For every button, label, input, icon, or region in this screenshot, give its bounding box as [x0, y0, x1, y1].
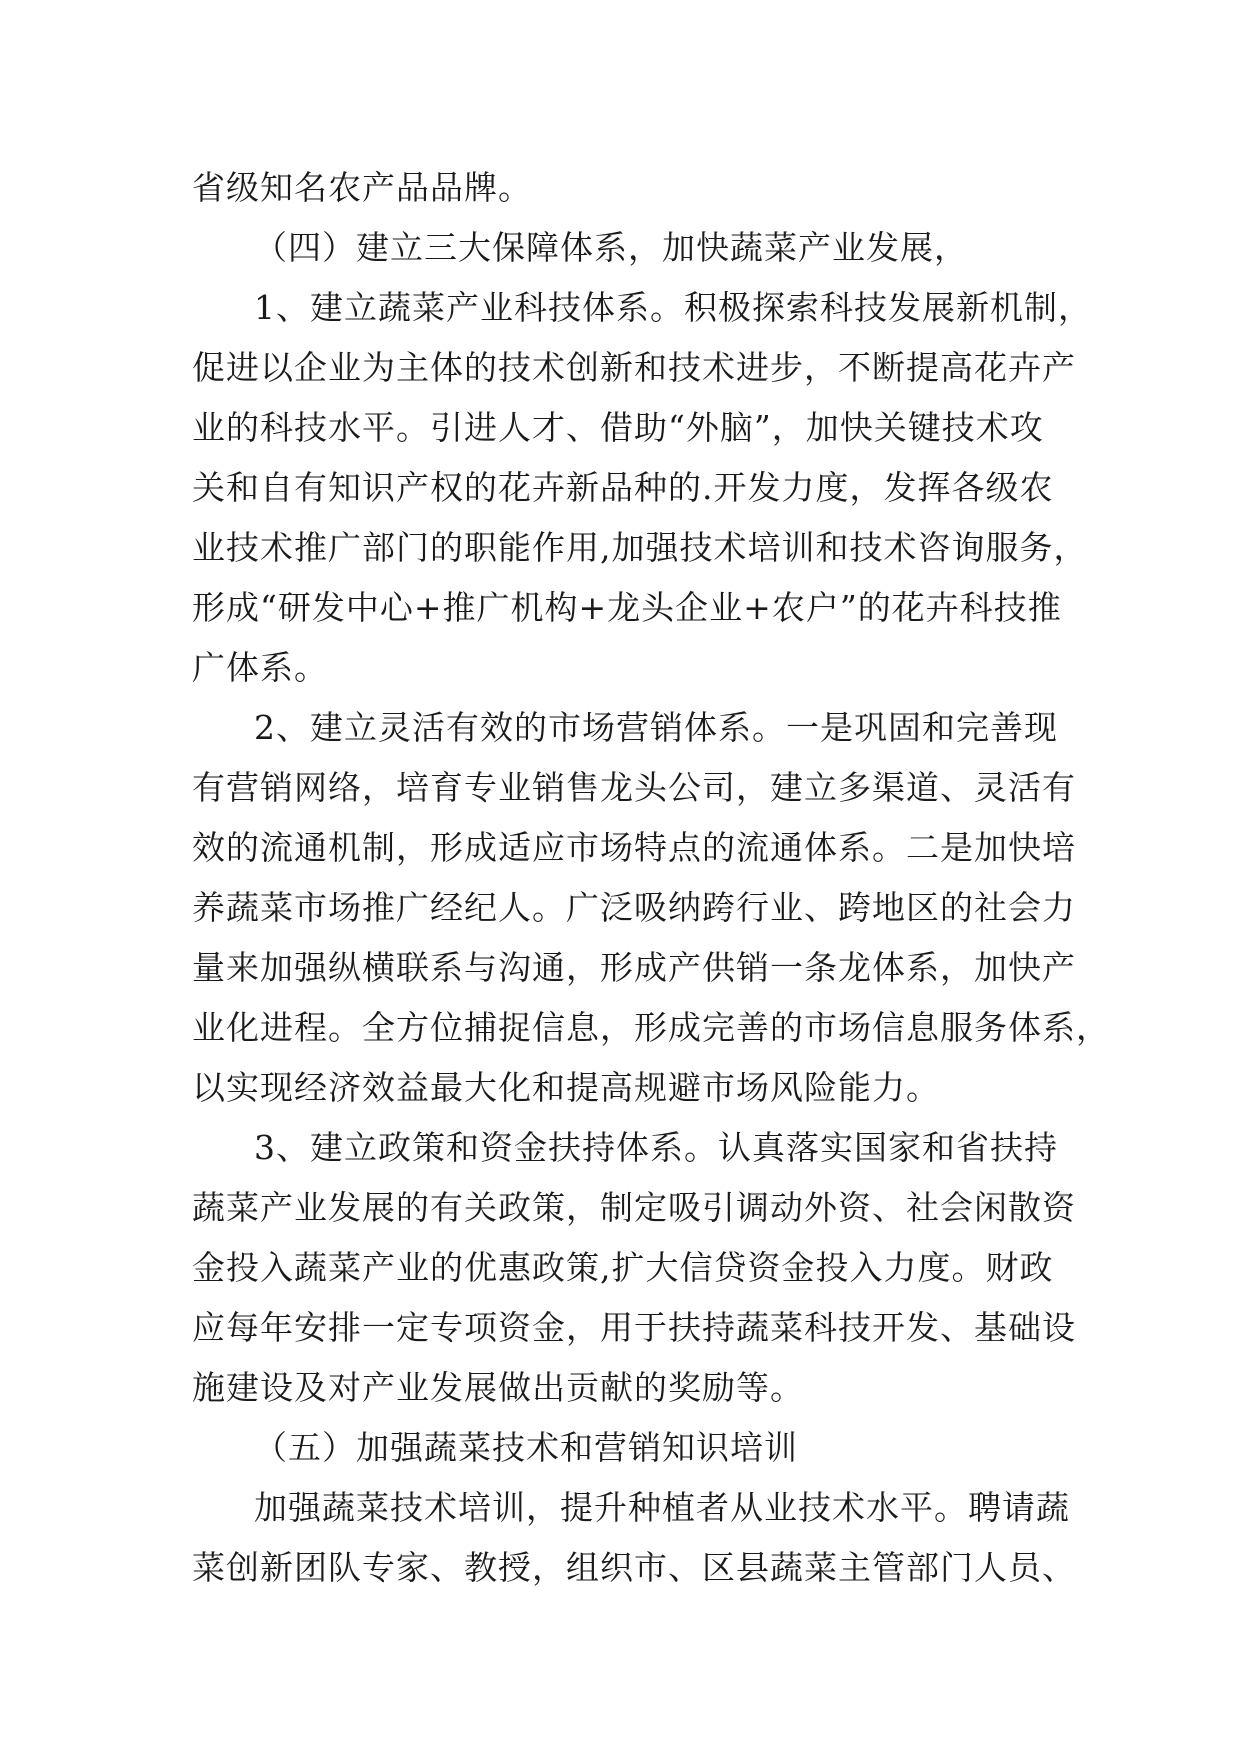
- text-line: 关和自有知识产权的花卉新品种的.开发力度，发挥各级农: [192, 468, 1054, 507]
- text-line: 3、建立政策和资金扶持体系。认真落实国家和省扶持: [254, 1128, 1058, 1167]
- text-line: （四）建立三大保障体系，加快蔬菜产业发展，: [254, 228, 968, 267]
- text-line: 菜创新团队专家、教授，组织市、区县蔬菜主管部门人员、: [192, 1548, 1076, 1587]
- text-line: 量来加强纵横联系与沟通，形成产供销一条龙体系，加快产: [192, 948, 1076, 987]
- text-line: 以实现经济效益最大化和提高规避市场风险能力。: [192, 1068, 940, 1107]
- text-line: 加强蔬菜技术培训，提升种植者从业技术水平。聘请蔬: [254, 1488, 1070, 1527]
- text-line: 促进以企业为主体的技术创新和技术进步，不断提高花卉产: [192, 348, 1076, 387]
- text-line: 应每年安排一定专项资金，用于扶持蔬菜科技开发、基础设: [192, 1308, 1076, 1347]
- text-line: 形成“研发中心+推广机构+龙头企业+农户”的花卉科技推: [192, 588, 1062, 627]
- text-line: 有营销网络，培育专业销售龙头公司，建立多渠道、灵活有: [192, 768, 1076, 807]
- text-line: 2、建立灵活有效的市场营销体系。一是巩固和完善现: [254, 708, 1058, 747]
- text-line: 蔬菜产业发展的有关政策，制定吸引调动外资、社会闲散资: [192, 1188, 1076, 1227]
- text-line: 施建设及对产业发展做出贡献的奖励等。: [192, 1368, 804, 1407]
- text-line: 养蔬菜市场推广经纪人。广泛吸纳跨行业、跨地区的社会力: [192, 888, 1076, 927]
- text-line: 金投入蔬菜产业的优惠政策,扩大信贷资金投入力度。财政: [192, 1248, 1054, 1287]
- text-line: 业的科技水平。引进人才、借助“外脑”，加快关键技术攻: [192, 408, 1044, 447]
- document-body: [192, 158, 1110, 1598]
- text-line: 1、建立蔬菜产业科技体系。积极探索科技发展新机制，: [254, 288, 1092, 327]
- text-line: 业化进程。全方位捕捉信息，形成完善的市场信息服务体系，: [192, 1008, 1110, 1047]
- text-line: 广体系。: [192, 648, 328, 687]
- text-line: 省级知名农产品品牌。: [192, 168, 532, 207]
- text-line: （五）加强蔬菜技术和营销知识培训: [254, 1428, 798, 1467]
- text-line: 效的流通机制，形成适应市场特点的流通体系。二是加快培: [192, 828, 1076, 867]
- text-line: 业技术推广部门的职能作用,加强技术培训和技术咨询服务，: [192, 528, 1088, 567]
